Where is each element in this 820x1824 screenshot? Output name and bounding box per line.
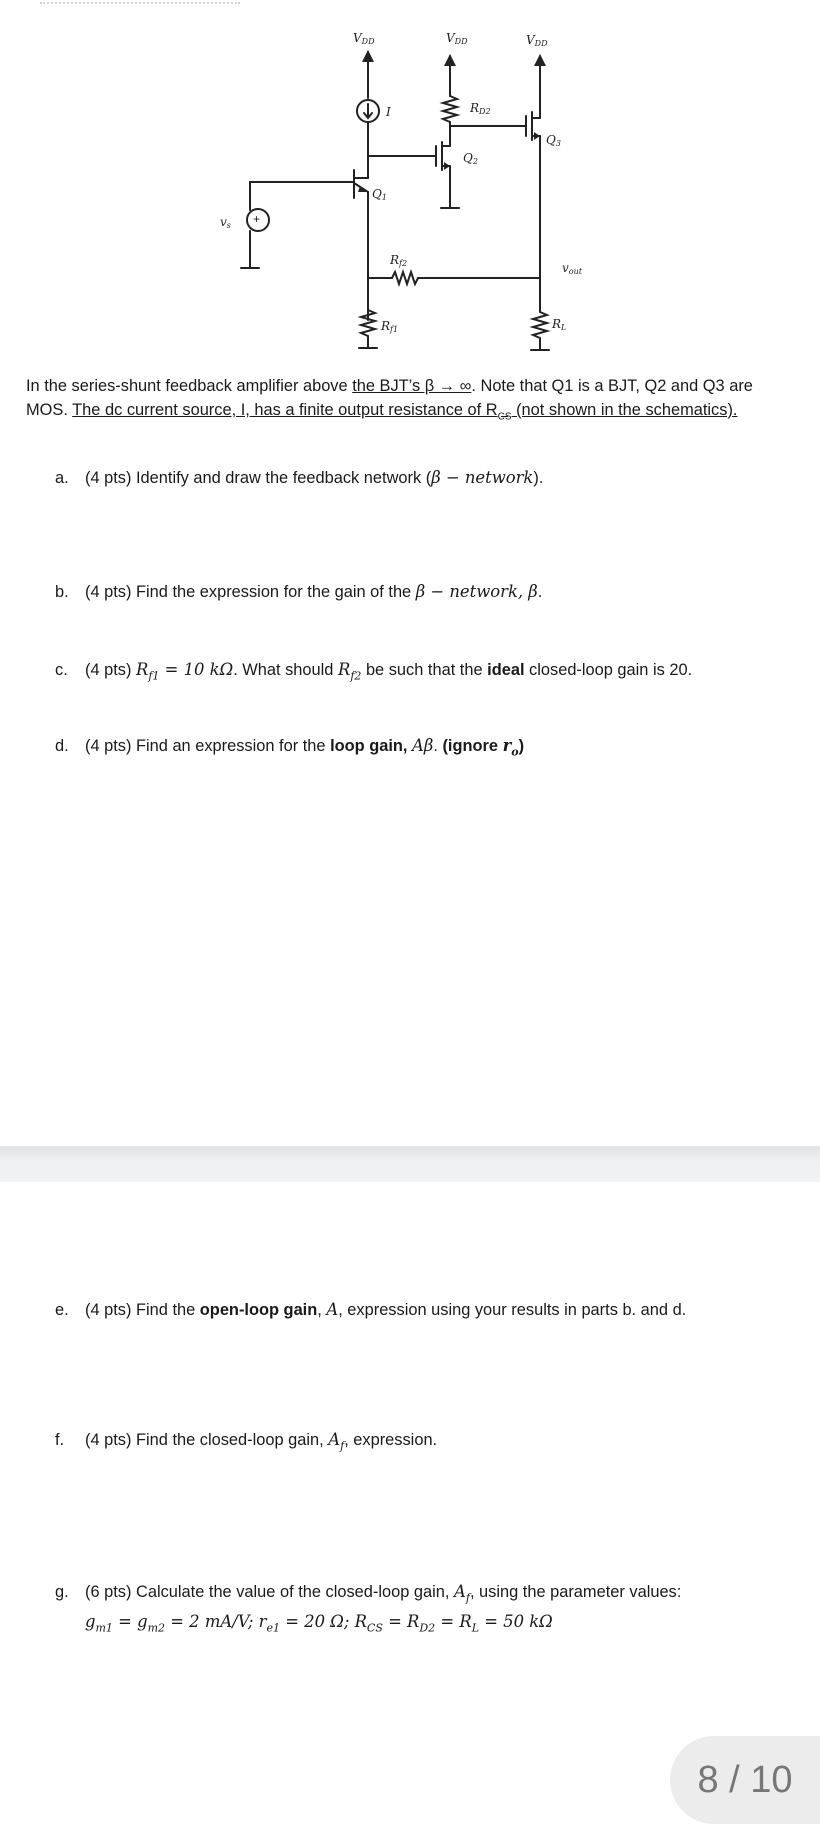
page-indicator[interactable]	[670, 1736, 820, 1824]
problem-statement: In the series-shunt feedback amplifier above the BJT’s β → ∞. Note that Q1 is a BJT, Q2 and Q3 are MOS. The dc current source, I, has a finite output resistance of $R_{CS}$ (not shown in the schematics).	[26, 377, 753, 423]
current-source-symbol	[357, 100, 379, 178]
question-b: b. (4 pts) Find the expression for the gain of the β − network, β.	[55, 582, 543, 601]
rl-label: RL	[552, 317, 567, 332]
vout-label: vout	[562, 261, 582, 276]
vdd-arrow-3	[534, 54, 546, 118]
question-g-parameters: $g_{m1} = g_{m2} = 2$ mA/V; $r_{e1} = 20$ Ω; $R_{CS} = R_{D2} = R_L = 50$ kΩ	[85, 1612, 553, 1635]
current-source-label: I	[386, 105, 391, 119]
q2-label: Q2	[463, 151, 478, 166]
question-d: d. (4 pts) Find an expression for the loop gain, Aβ. (ignore $r_o$)	[55, 736, 525, 759]
vdd-label-1: VDD	[353, 31, 375, 46]
page-indicator-text: 8 / 10	[697, 1758, 793, 1801]
rd2-resistor	[443, 92, 457, 138]
question-a: a. (4 pts) Identify and draw the feedback network (β − network).	[55, 468, 544, 487]
vdd-arrow-2	[444, 54, 456, 92]
rf1-label: Rf1	[381, 319, 399, 334]
rd2-label: RD2	[470, 101, 491, 116]
q3-label: Q3	[546, 133, 561, 148]
document-page-2	[0, 1182, 820, 1824]
q2-transistor	[436, 138, 459, 208]
page-separator	[0, 1146, 820, 1182]
question-c: c. (4 pts) $R_{f1} = 10$ kΩ. What should $R_{f2}$ be such that the ideal closed-loop gain is 20.	[55, 660, 693, 683]
feedback-amplifier-schematic	[0, 0, 820, 360]
vdd-arrow-1	[362, 50, 374, 98]
question-f: f. (4 pts) Find the closed-loop gain, $A_f$, expression.	[55, 1430, 438, 1453]
rf2-label: Rf2	[390, 253, 408, 268]
vdd-label-3: VDD	[526, 33, 548, 48]
vs-label: vs	[220, 215, 231, 230]
question-g: g. (6 pts) Calculate the value of the closed-loop gain, $A_f$, using the parameter values: $g_{m1} = g_{m2} = 2$ mA/V; $r_{e1} = 20$ Ω; $R_{CS} = R_{D2} = R_L = 50$ kΩ	[55, 1580, 795, 1641]
vs-plus-sign: +	[253, 212, 261, 226]
rl-resistor	[531, 308, 549, 350]
q1-transistor	[250, 170, 368, 320]
question-e: e. (4 pts) Find the open-loop gain, A, expression using your results in parts b. and d.	[55, 1300, 687, 1319]
vdd-label-2: VDD	[446, 31, 468, 46]
rf2-resistor	[368, 272, 540, 284]
q1-label: Q1	[372, 187, 387, 202]
